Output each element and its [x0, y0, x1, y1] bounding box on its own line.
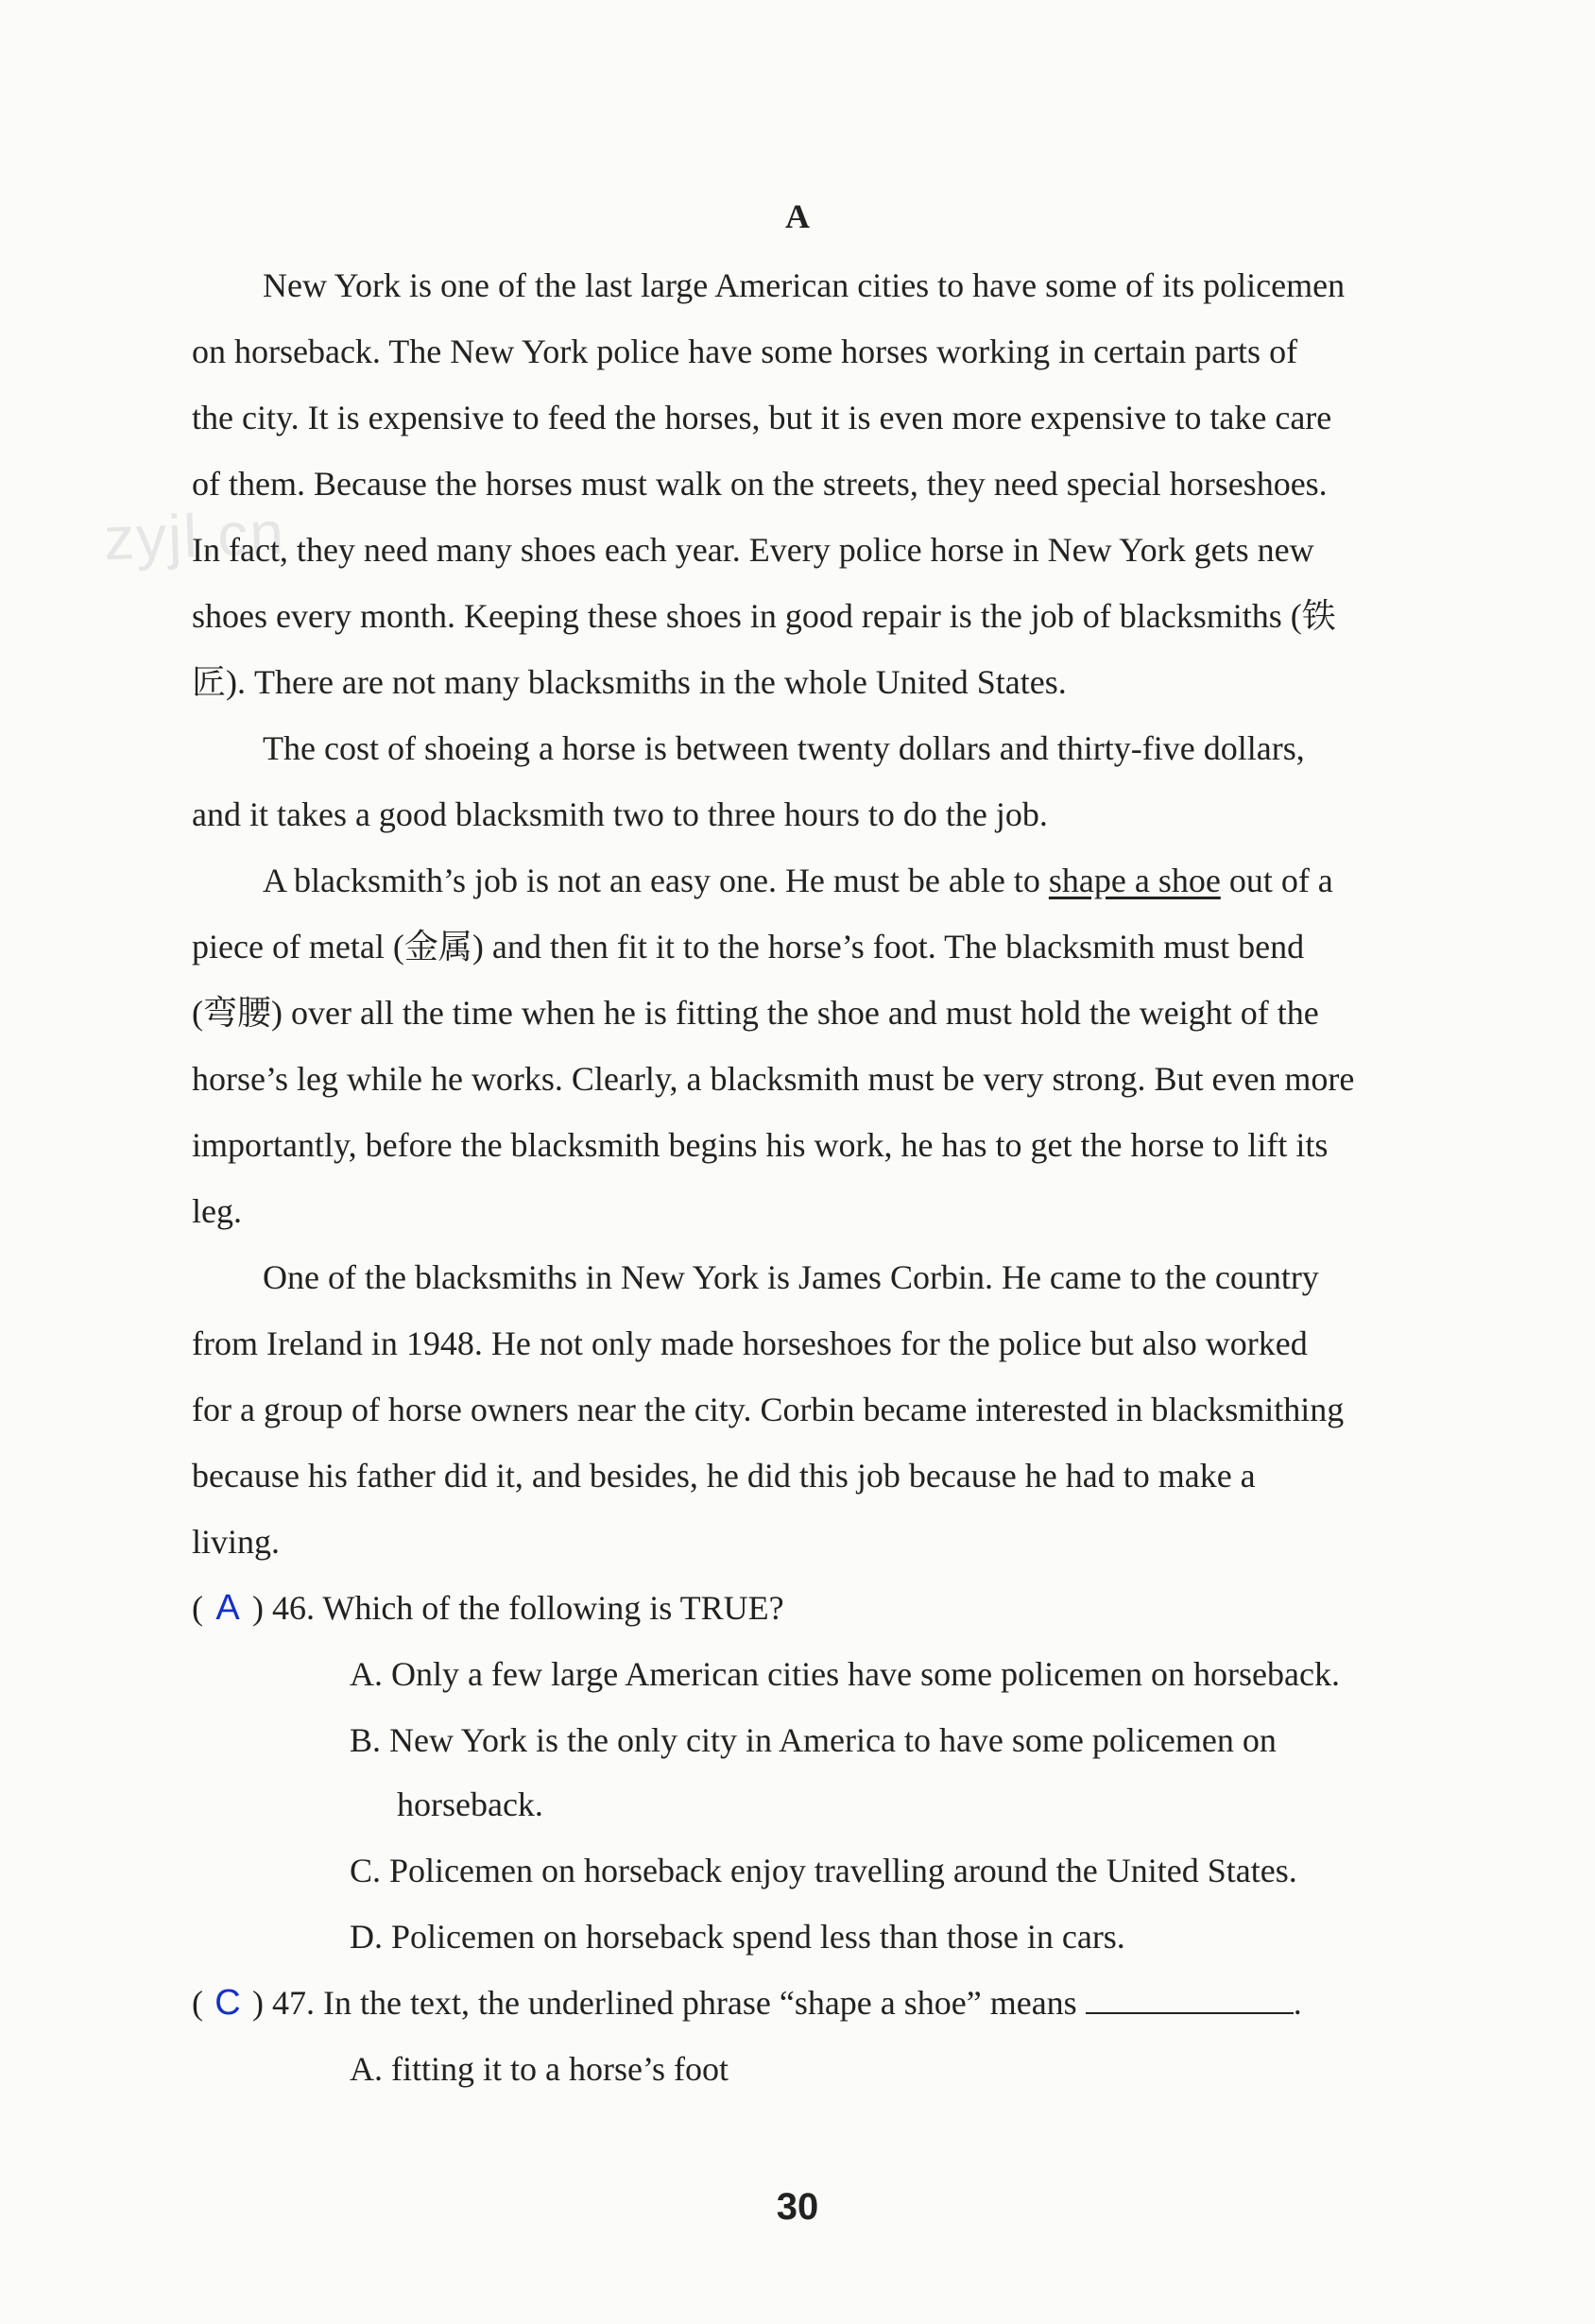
page-number: 30: [776, 2186, 819, 2228]
question-47-stem: 47. In the text, the underlined phrase “shape a shoe” means: [272, 1984, 1077, 2022]
q46-option-c: C. Policemen on horseback enjoy travelling around the United States.: [350, 1852, 1297, 1889]
p4-line-5: living.: [192, 1523, 281, 1561]
p1-line-3: the city. It is expensive to feed the horses, but it is even more expensive to take care: [192, 399, 1332, 436]
question-46: [192, 1587, 784, 1629]
p4-line-1: One of the blacksmiths in New York is James Corbin. He came to the country: [263, 1258, 1319, 1296]
p3-line-4: horse’s leg while he works. Clearly, a blacksmith must be very strong. But even more: [192, 1060, 1355, 1098]
section-heading: A: [785, 197, 810, 235]
p3-line-3: (弯腰) over all the time when he is fitting the shoe and must hold the weight of the: [192, 994, 1319, 1032]
p3-line-6: leg.: [192, 1192, 242, 1230]
p2-line-1: The cost of shoeing a horse is between twenty dollars and thirty-five dollars,: [263, 729, 1305, 767]
p1-line-2: on horseback. The New York police have some horses working in certain parts of: [192, 333, 1298, 370]
q46-option-b-cont: horseback.: [397, 1786, 543, 1823]
p2-line-2: and it takes a good blacksmith two to three hours to do the job.: [192, 795, 1048, 833]
answer-47: C: [214, 1983, 241, 2023]
question-47: [192, 1982, 1302, 2024]
question-46-stem: 46. Which of the following is TRUE?: [272, 1589, 784, 1627]
answer-blank: [1086, 1982, 1294, 2014]
p1-line-1: New York is one of the last large American cities to have some of its policemen: [263, 266, 1346, 304]
p3-line-1-before: A blacksmith’s job is not an easy one. He must be able to: [263, 862, 1049, 899]
paren-close: ): [252, 1589, 264, 1627]
p4-line-4: because his father did it, and besides, he did this job because he had to make a: [192, 1457, 1256, 1495]
p3-line-1: [263, 860, 1333, 901]
p1-line-5: In fact, they need many shoes each year. Every police horse in New York gets new: [192, 531, 1314, 569]
p4-line-3: for a group of horse owners near the city. Corbin became interested in blacksmithing: [192, 1391, 1345, 1428]
q46-option-a: A. Only a few large American cities have some policemen on horseback.: [350, 1655, 1340, 1693]
q46-option-b: B. New York is the only city in America to have some policemen on: [350, 1721, 1277, 1759]
p1-line-6: shoes every month. Keeping these shoes in good repair is the job of blacksmiths (铁: [192, 597, 1336, 635]
question-47-stem-end: .: [1293, 1984, 1302, 2022]
paren-close: ): [252, 1984, 264, 2022]
answer-46: A: [215, 1588, 240, 1628]
p1-line-7: 匠). There are not many blacksmiths in the whole United States.: [192, 663, 1067, 701]
p3-line-2: piece of metal (金属) and then fit it to the horse’s foot. The blacksmith must bend: [192, 928, 1305, 965]
underlined-phrase: shape a shoe: [1048, 862, 1221, 899]
p4-line-2: from Ireland in 1948. He not only made horseshoes for the police but also worked: [192, 1324, 1308, 1362]
q46-option-d: D. Policemen on horseback spend less than those in cars.: [350, 1918, 1125, 1956]
q47-option-a: A. fitting it to a horse’s foot: [350, 2050, 729, 2088]
paren-open: (: [192, 1589, 203, 1627]
watermark: zyjl.cn: [102, 498, 287, 573]
p1-line-4: of them. Because the horses must walk on the streets, they need special horseshoes.: [192, 465, 1328, 503]
p3-line-5: importantly, before the blacksmith begins his work, he has to get the horse to lift its: [192, 1126, 1329, 1164]
p3-line-1-after: out of a: [1220, 862, 1333, 899]
paren-open: (: [192, 1984, 203, 2022]
